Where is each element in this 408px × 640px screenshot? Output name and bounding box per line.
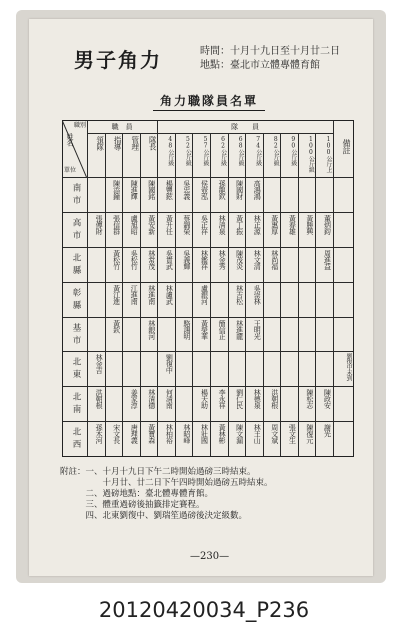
table-cell: 吳忠義 [182,180,191,200]
row-unit: 北縣 [71,252,81,278]
table-cell: 劉仁民 [235,389,244,409]
note-line: 二、過磅地點：臺北體專體育館。 [60,489,214,499]
row-unit: 彰縣 [71,287,81,313]
page-title: 男子角力 [74,48,162,72]
table-cell: 陳國財 [235,180,244,200]
table-rule [192,133,193,456]
table-cell: 劉復中 [165,354,174,374]
note-line: 三、體重過磅後抽籤排定賽程。 [60,500,205,510]
table-cell: 洪朝根 [95,389,104,409]
table-cell: 王明光 [253,319,262,339]
page-number: —230— [190,551,230,562]
column-header: 68公斤級 [237,136,245,166]
table-cell: 黃寶森 [147,424,156,444]
table-cell: 周進益 [323,249,332,270]
table-cell: 張信群 [112,214,121,235]
table-cell: 黃欽 [112,319,121,333]
table-cell: 侯壺泓 [200,180,209,200]
table-cell: 黃丁振 [235,214,244,235]
table-cell: 楊天助 [200,389,209,409]
table-rule [87,133,333,134]
table-cell: 黃升任 [165,214,174,235]
table-cell: 陳復元 [305,424,314,444]
table-cell: 張文生 [288,424,297,444]
table-rule [63,386,353,387]
table-cell: 董炳鈞 [323,214,332,235]
column-header: 57公斤級 [201,136,209,166]
table-cell: 蔡錦榮 [182,214,191,235]
row-unit: 北南 [71,392,81,418]
table-cell: 林進龍 [235,319,244,339]
column-header: 82公斤級 [272,136,280,166]
players-group-header: 隊 員 [231,123,260,131]
staff-group-header: 職 員 [111,123,133,131]
remark-column-header: 備註 [342,139,351,154]
table-cell: 林常茂 [147,249,156,270]
table-rule [63,421,353,422]
table-cell: 陳進輝 [130,180,139,200]
table-cell: 林吉松 [235,284,244,305]
column-header: 100公斤級 [307,136,315,172]
archive-id-caption: 20120420034_P236 [98,598,310,622]
table-cell: 黃安新 [147,214,156,235]
column-header: 領隊 [95,136,105,150]
table-cell: 林金秀 [218,249,227,270]
table-cell: 黃勝興 [305,214,314,235]
table-cell: 謝光 [323,424,332,438]
table-rule [105,133,106,456]
column-header: 指導 [113,136,123,150]
table-cell: 林正源 [253,214,262,235]
table-rule [63,177,353,178]
column-header: 100公斤上 [324,136,332,172]
table-cell: 林金吉 [95,354,104,374]
row-remark: 劉復中未到 [345,353,352,381]
table-cell: 林鑑祥 [200,249,209,270]
table-cell: 黃春雄 [288,214,297,235]
table-cell: 陳文漏 [235,424,244,444]
note-line: 四、北東劉復中、劉瑞笙過磅後決定級數。 [60,511,248,521]
column-header: 52公斤級 [184,136,192,166]
note-line: 附註：一、十月十九日下午二時開始過磅三時結束。 [60,467,256,477]
table-rule [228,133,229,456]
table-cell: 陳政安 [323,389,332,409]
table-cell: 林昭峰 [182,424,191,444]
table-cell: 孫木河 [95,424,104,444]
table-rule [157,121,158,456]
table-cell: 黃松竹 [112,249,121,270]
table-cell: 林壯國 [200,424,209,444]
column-header: 隊長 [148,136,158,150]
row-unit: 北東 [71,357,81,383]
column-header: 管理 [130,136,140,150]
table-cell: 盧旭昭 [130,214,139,235]
table-cell: 宋文長 [112,424,121,444]
table-rule [298,133,299,456]
table-cell: 林文清 [253,249,262,270]
table-cell: 李永祥 [218,389,227,409]
table-rule [245,133,246,456]
table-cell: 盧銀河 [200,284,209,305]
table-cell: 林清德 [147,389,156,409]
corner-label-name: 姓名 [66,133,74,146]
roster-title: 角力職隊員名單 [153,92,265,111]
table-cell: 何清南 [165,389,174,409]
table-rule [63,351,353,352]
table-rule [333,121,334,456]
table-cell: 林清泉 [218,214,227,235]
table-rule [263,133,264,456]
table-cell: 黃惠厚 [270,214,279,235]
column-header: 62公斤級 [219,136,227,166]
table-cell: 黃榮華 [200,319,209,339]
row-unit: 北西 [71,427,81,453]
column-header: 74公斤級 [254,136,262,166]
table-cell: 林盧武 [165,284,174,305]
table-cell: 林王山 [253,424,262,444]
table-rule [175,133,176,456]
table-cell: 林德泉 [253,389,262,409]
table-rule [315,133,316,456]
table-cell: 吳崇林 [253,284,262,305]
column-header: 90公斤級 [289,136,297,166]
table-cell: 姜家淳 [130,389,139,409]
table-cell: 林尚福 [270,249,279,270]
table-rule [63,212,353,213]
row-unit: 南市 [71,183,81,208]
table-cell: 江進南 [130,284,139,305]
table-cell: 陳松志 [305,389,314,409]
event-place: 地點：臺北市立體專體育館 [200,60,320,71]
table-cell: 吳義輝 [182,249,191,270]
table-cell: 林進南 [147,284,156,305]
table-rule [87,121,88,456]
row-unit: 基市 [71,322,81,348]
table-rule [63,282,353,283]
table-rule [63,247,353,248]
table-cell: 唐理義 [130,424,139,444]
table-rule [280,133,281,456]
table-cell: 楊豐鉉 [165,180,174,200]
table-cell: 吳貴武 [165,249,174,270]
row-unit: 高市 [71,217,81,243]
roster-table [62,120,354,457]
corner-label-unit: 單位 [64,167,77,174]
table-cell: 陳茂炎 [235,249,244,270]
table-cell: 高鴻鴻 [253,180,262,200]
table-rule [122,133,123,456]
table-cell: 林柏裕 [165,424,174,444]
table-cell: 陳添鐘 [112,180,121,200]
table-cell: 黃江進 [112,284,121,305]
table-cell: 陳國銘 [147,180,156,200]
table-cell: 林銀河 [147,319,156,339]
table-rule [210,133,211,456]
table-cell: 張傳財 [95,214,104,235]
table-cell: 周文斌 [270,424,279,444]
table-cell: 簡信正 [218,319,227,339]
table-cell: 洪朝根 [270,389,279,409]
note-line: 十月廿、廿二日下午四時開始過磅五時結束。 [60,478,273,488]
column-header: 48公斤級 [166,136,174,166]
table-cell: 駱鴻明 [182,319,191,339]
notes-block [60,467,273,522]
event-time: 時間：十月十九日至十月廿二日 [200,46,340,57]
table-cell: 黃林彬 [218,424,227,444]
table-cell: 孫龍欽 [218,180,227,200]
table-rule [140,133,141,456]
corner-label-role: 職別 [74,122,87,129]
table-cell: 吳松竹 [130,249,139,270]
table-rule [63,317,353,318]
table-cell: 吳正祥 [200,214,209,235]
